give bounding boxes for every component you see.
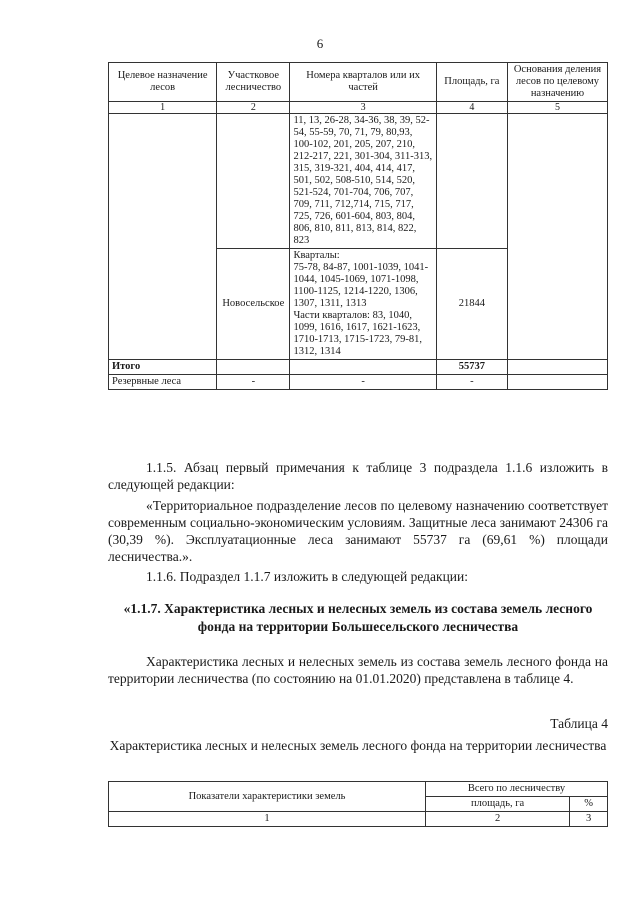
reserve-value: -	[436, 375, 507, 390]
header-basis: Основания деления лесов по целевому назначению	[507, 63, 607, 102]
paragraph-note-text: «Территориальное подразделение лесов по целевому назначению соответствует современным социально-экономическим условиям. Защитные леса занимают 24306 га (30,39 %). Эксплуатационные леса занимают 55737 га (69,61 %) площади лесничества.».	[108, 498, 608, 564]
land-characteristics-table	[108, 781, 608, 827]
header-area: Площадь, га	[436, 63, 507, 102]
paragraph-1-1-5: 1.1.5. Абзац первый примечания к таблице 3 подраздела 1.1.6 изложить в следующей редакции:	[108, 460, 608, 492]
empty-cell	[507, 375, 607, 390]
table-label: Таблица 4	[550, 716, 608, 731]
reserve-value: -	[290, 375, 436, 390]
total-row	[109, 360, 608, 375]
col-number: 2	[426, 812, 570, 827]
paragraph-1-1-6: 1.1.6. Подраздел 1.1.7 изложить в следующей редакции:	[146, 569, 468, 584]
reserve-label: Резервные леса	[109, 375, 217, 390]
district-cell	[217, 114, 290, 249]
quarters-cell: 11, 13, 26-28, 34-36, 38, 39, 52-54, 55-59, 70, 71, 79, 80,93, 100-102, 201, 205, 207, 210, 212-217, 221, 301-304, 311-313, 315, 319-321, 404, 414, 417, 501, 502, 508-510, 514, 520, 521-524, 701-704, 706, 707, 709, 711, 712,714, 715, 717, 725, 726, 601-604, 803, 804, 806, 810, 811, 813, 814, 822, 823	[290, 114, 436, 249]
header-indicators: Показатели характеристики земель	[109, 782, 426, 812]
table-row	[109, 114, 608, 249]
quarters-list: 75-78, 84-87, 1001-1039, 1041-1044, 1045-1069, 1071-1098, 1100-1125, 1214-1220, 1306, 1307, 1311, 1313	[293, 262, 429, 309]
col-number: 5	[507, 102, 607, 114]
forest-division-table	[108, 62, 608, 390]
page-number: 6	[316, 36, 324, 51]
quarters-cell	[290, 249, 436, 360]
header-percent: %	[570, 797, 608, 812]
header-purpose: Целевое назначение лесов	[109, 63, 217, 102]
column-numbers-row	[109, 102, 608, 114]
header-district: Участковое лесничество	[217, 63, 290, 102]
col-number: 2	[217, 102, 290, 114]
empty-cell	[290, 360, 436, 375]
paragraph-characteristics: Характеристика лесных и нелесных земель из состава земель лесного фонда на территории лесничества (по состоянию на 01.01.2020) представлена в таблице 4.	[108, 654, 608, 686]
empty-cell	[507, 360, 607, 375]
purpose-cell	[109, 114, 217, 360]
reserve-value: -	[217, 375, 290, 390]
col-number: 4	[436, 102, 507, 114]
col-number: 1	[109, 102, 217, 114]
table-header-row	[109, 782, 608, 797]
empty-cell	[217, 360, 290, 375]
total-area: 55737	[436, 360, 507, 375]
area-cell: 21844	[436, 249, 507, 360]
quarters-label: Кварталы:	[293, 250, 340, 261]
col-number: 3	[570, 812, 608, 827]
column-numbers-row	[109, 812, 608, 827]
basis-cell	[507, 114, 607, 360]
total-label: Итого	[109, 360, 217, 375]
header-area: площадь, га	[426, 797, 570, 812]
area-cell	[436, 114, 507, 249]
section-heading: «1.1.7. Характеристика лесных и нелесных земель из состава земель лесного фонда на территории Большесельского лесничества	[123, 601, 593, 634]
col-number: 3	[290, 102, 436, 114]
district-cell: Новосельское	[217, 249, 290, 360]
table-caption: Характеристика лесных и нелесных земель лесного фонда на территории лесничества	[109, 738, 607, 753]
quarter-parts-list: Части кварталов: 83, 1040, 1099, 1616, 1617, 1621-1623, 1710-1713, 1715-1723, 79-81, 1312, 1314	[293, 310, 423, 357]
table-header-row	[109, 63, 608, 102]
col-number: 1	[109, 812, 426, 827]
header-total: Всего по лесничеству	[426, 782, 608, 797]
header-quarters: Номера кварталов или их частей	[290, 63, 436, 102]
reserve-row	[109, 375, 608, 390]
